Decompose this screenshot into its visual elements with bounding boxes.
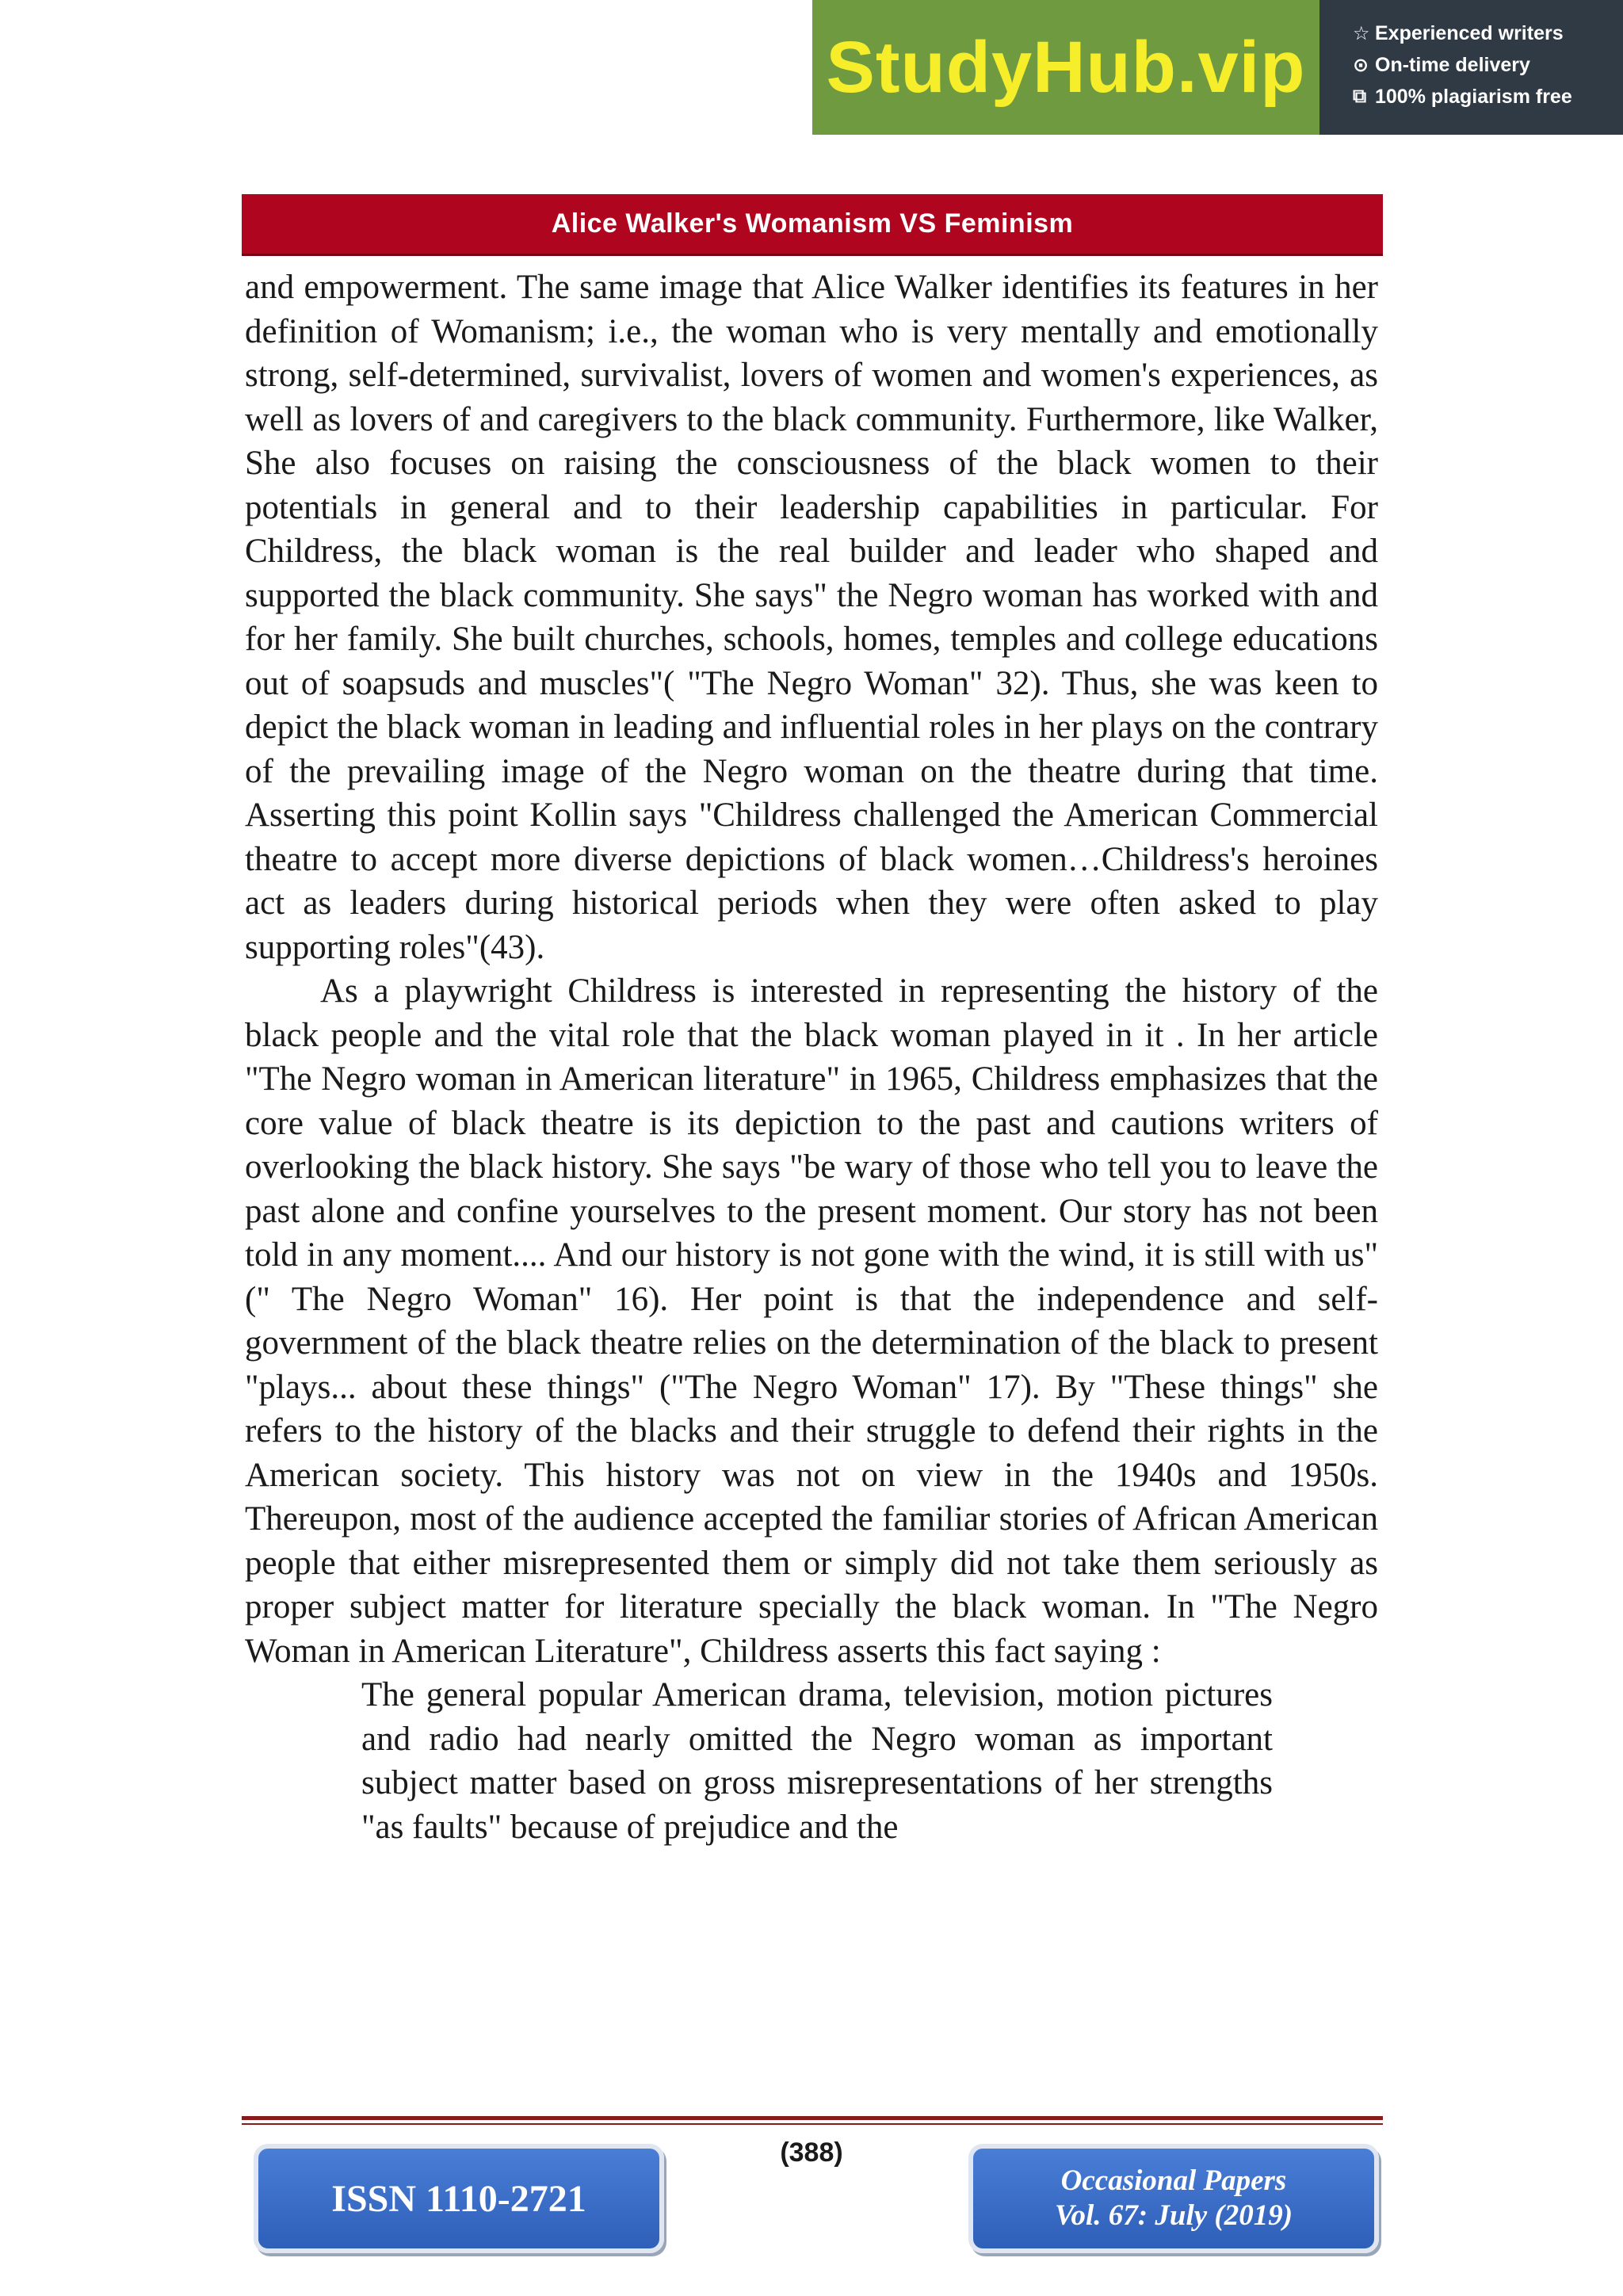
footer-rule (242, 2116, 1383, 2120)
block-quote: The general popular American drama, television, motion pictures and radio had nearly omitted the Negro woman as important subject matter based on gross misrepresentations of her strengths "as faults" because of prejudice and the (361, 1676, 1273, 1846)
ad-feature-item (1353, 81, 1623, 113)
publication-badge (968, 2144, 1379, 2253)
clock-icon: ⊙ (1353, 54, 1369, 76)
ad-feature-text: 100% plagiarism free (1375, 85, 1572, 108)
issn-badge (254, 2144, 664, 2253)
ad-feature-item (1353, 17, 1623, 49)
ad-feature-item (1353, 49, 1623, 81)
article-body (245, 266, 1378, 1849)
paragraph: and empowerment. The same image that Alice Walker identifies its features in her definition of Womanism; i.e., the woman who is very mentally and emotionally strong, self-determined, survivalist, lovers of women and women's experiences, as well as lovers of and caregivers to the black community. Furthermore, like Walker, She also focuses on raising the consciousness of the black women to their potentials in general and to their leadership capabilities in particular. For Childress, the black woman is the real builder and leader who shaped and supported the black community. She says" the Negro woman has worked with and for her family. She built churches, schools, homes, temples and college educations out of soapsuds and muscles"( "The Negro Woman" 32). Thus, she was keen to depict the black woman in leading and influential roles in her plays on the contrary of the prevailing image of the Negro woman on the theatre during that time. Asserting this point Kollin says "Childress challenged the American Commercial theatre to accept more diverse depictions of black women…Childress's heroines act as leaders during historical periods when they were often asked to play supporting roles"(43). (245, 269, 1378, 966)
ad-banner[interactable] (812, 0, 1623, 135)
star-outline-icon: ☆ (1353, 22, 1370, 44)
copy-icon: ⧉ (1353, 86, 1367, 107)
ad-feature-text: Experienced writers (1375, 21, 1564, 44)
ad-features (1319, 0, 1623, 135)
publication-title: Occasional Papers (1060, 2164, 1287, 2197)
issn-text: ISSN 1110-2721 (331, 2177, 586, 2220)
publication-volume: Vol. 67: July (2019) (1054, 2199, 1293, 2232)
footer-rule-thin (242, 2123, 1383, 2125)
paragraph: As a playwright Childress is interested in representing the history of the black people and the vital role that the black woman played in it . In her article "The Negro woman in American literature" in 1965, Childress emphasizes that the core value of black theatre is its depiction to the past and cautions writers of overlooking the black history. She says "be wary of those who tell you to leave the past alone and confine yourselves to the present moment. Our story has not been told in any moment.... And our history is not gone with the wind, it is still with us" (" The Negro Woman" 16). Her point is that the independence and self-government of the black theatre relies on the determination of the black to present "plays... about these things" ("The Negro Woman" 17). By "These things" she refers to the history of the blacks and their struggle to defend their rights in the American society. This history was not on view in the 1940s and 1950s. Thereupon, most of the audience accepted the familiar stories of African American people that either misrepresented them or simply did not take them seriously as proper subject matter for literature specially the black woman. In "The Negro Woman in American Literature", Childress asserts this fact saying : (245, 972, 1378, 1670)
running-header: Alice Walker's Womanism VS Feminism (242, 194, 1383, 256)
page-number: (388) (780, 2137, 843, 2168)
ad-feature-text: On-time delivery (1375, 53, 1530, 76)
studyhub-logo[interactable]: StudyHub.vip (812, 0, 1319, 135)
